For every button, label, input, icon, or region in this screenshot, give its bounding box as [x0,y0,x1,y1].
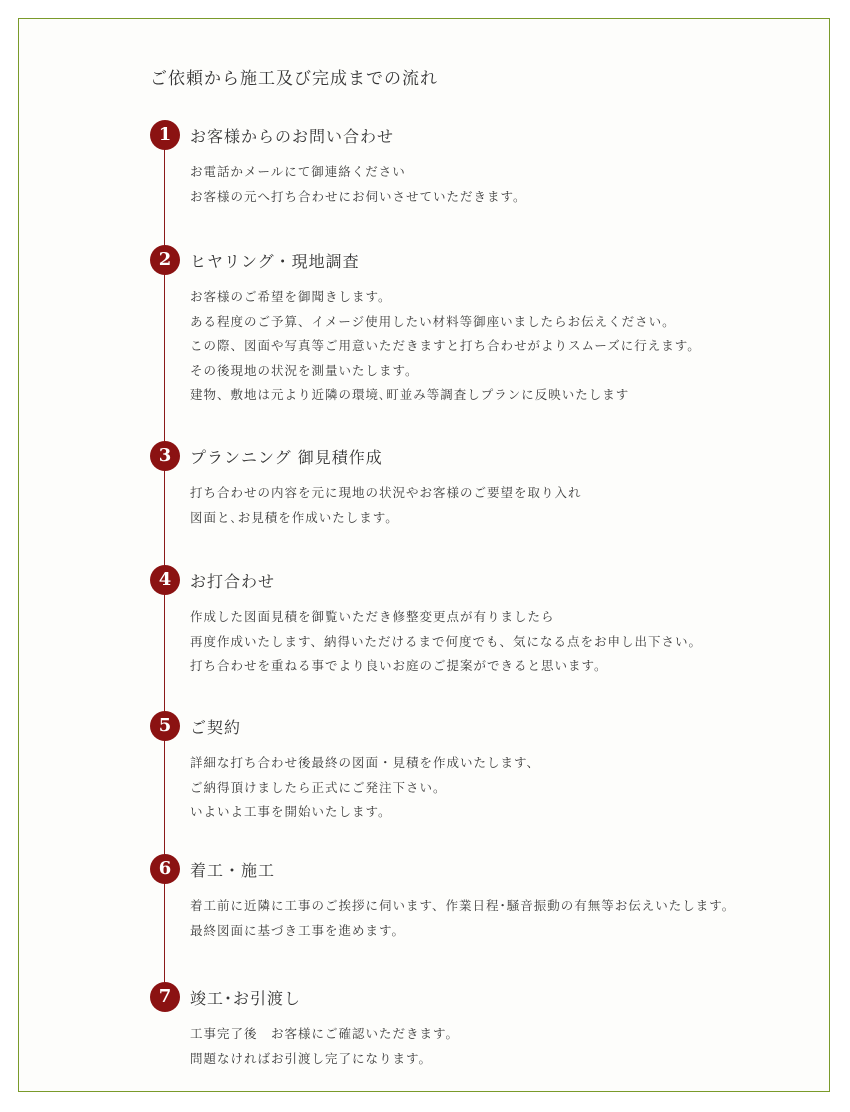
step-number-badge: 7 [150,982,180,1012]
step-description [190,894,790,943]
step-text-line: お電話かメールにて御連絡ください [190,164,406,179]
step-text-line: いよいよ工事を開始いたします。 [190,804,392,819]
step-title: ヒヤリング・現地調査 [190,252,360,271]
step-text-line: 建物、敷地は元より近隣の環境､町並み等調査しプランに反映いたします [190,387,630,402]
step-description [190,285,790,408]
step-text-line: 工事完了後 お客様にご確認いただきます。 [190,1026,460,1041]
step-number-badge: 6 [150,854,180,884]
step-title: お客様からのお問い合わせ [190,127,395,146]
step-description [190,481,790,530]
step-description [190,751,790,825]
step-text-line: ある程度のご予算、イメージ使用したい材料等御座いましたらお伝えください。 [190,313,676,329]
step-text-line: 問題なければお引渡し完了になります。 [190,1050,433,1066]
step-description [190,160,790,209]
step-text-line: その後現地の状況を測量いたします。 [190,362,419,378]
step-text-line: この際、図面や写真等ご用意いただきますと打ち合わせがよりスムーズに行えます。 [190,338,701,353]
step-description [190,605,790,679]
step-text-line: 再度作成いたします、納得いただけるまで何度でも、気になる点をお申し出下さい。 [190,633,703,649]
page-title: ご依頼から施工及び完成までの流れ [150,69,438,89]
step-number-badge: 4 [150,565,180,595]
step-number-badge: 2 [150,245,180,275]
step-title: 竣工･お引渡し [190,989,302,1008]
step-text-line: お客様の元へ打ち合わせにお伺いさせていただきます。 [190,188,527,204]
step-text-line: 詳細な打ち合わせ後最終の図面・見積を作成いたします、 [190,755,541,770]
step-description [190,1022,790,1071]
step-number-badge: 1 [150,120,180,150]
step-text-line: 打ち合わせを重ねる事でより良いお庭のご提案ができると思います。 [190,658,608,673]
step-text-line: 打ち合わせの内容を元に現地の状況やお客様のご要望を取り入れ [190,485,582,500]
step-text-line: 作成した図面見積を御覧いただき修整変更点が有りましたら [190,609,555,624]
step-number-badge: 5 [150,711,180,741]
step-title: お打合わせ [190,572,276,591]
step-text-line: 最終図面に基づき工事を進めます。 [190,922,406,938]
step-title: ご契約 [190,718,242,737]
step-text-line: 図面と､お見積を作成いたします。 [190,509,399,525]
step-number-badge: 3 [150,441,180,471]
step-title: 着工・施工 [190,861,276,880]
step-text-line: ご納得頂けましたら正式にご発注下さい。 [190,779,447,795]
step-text-line: 着工前に近隣に工事のご挨拶に伺います、作業日程･騒音振動の有無等お伝えいたします。 [190,898,736,913]
step-text-line: お客様のご希望を御聞きします。 [190,289,392,304]
step-title: プランニング 御見積作成 [190,448,383,467]
